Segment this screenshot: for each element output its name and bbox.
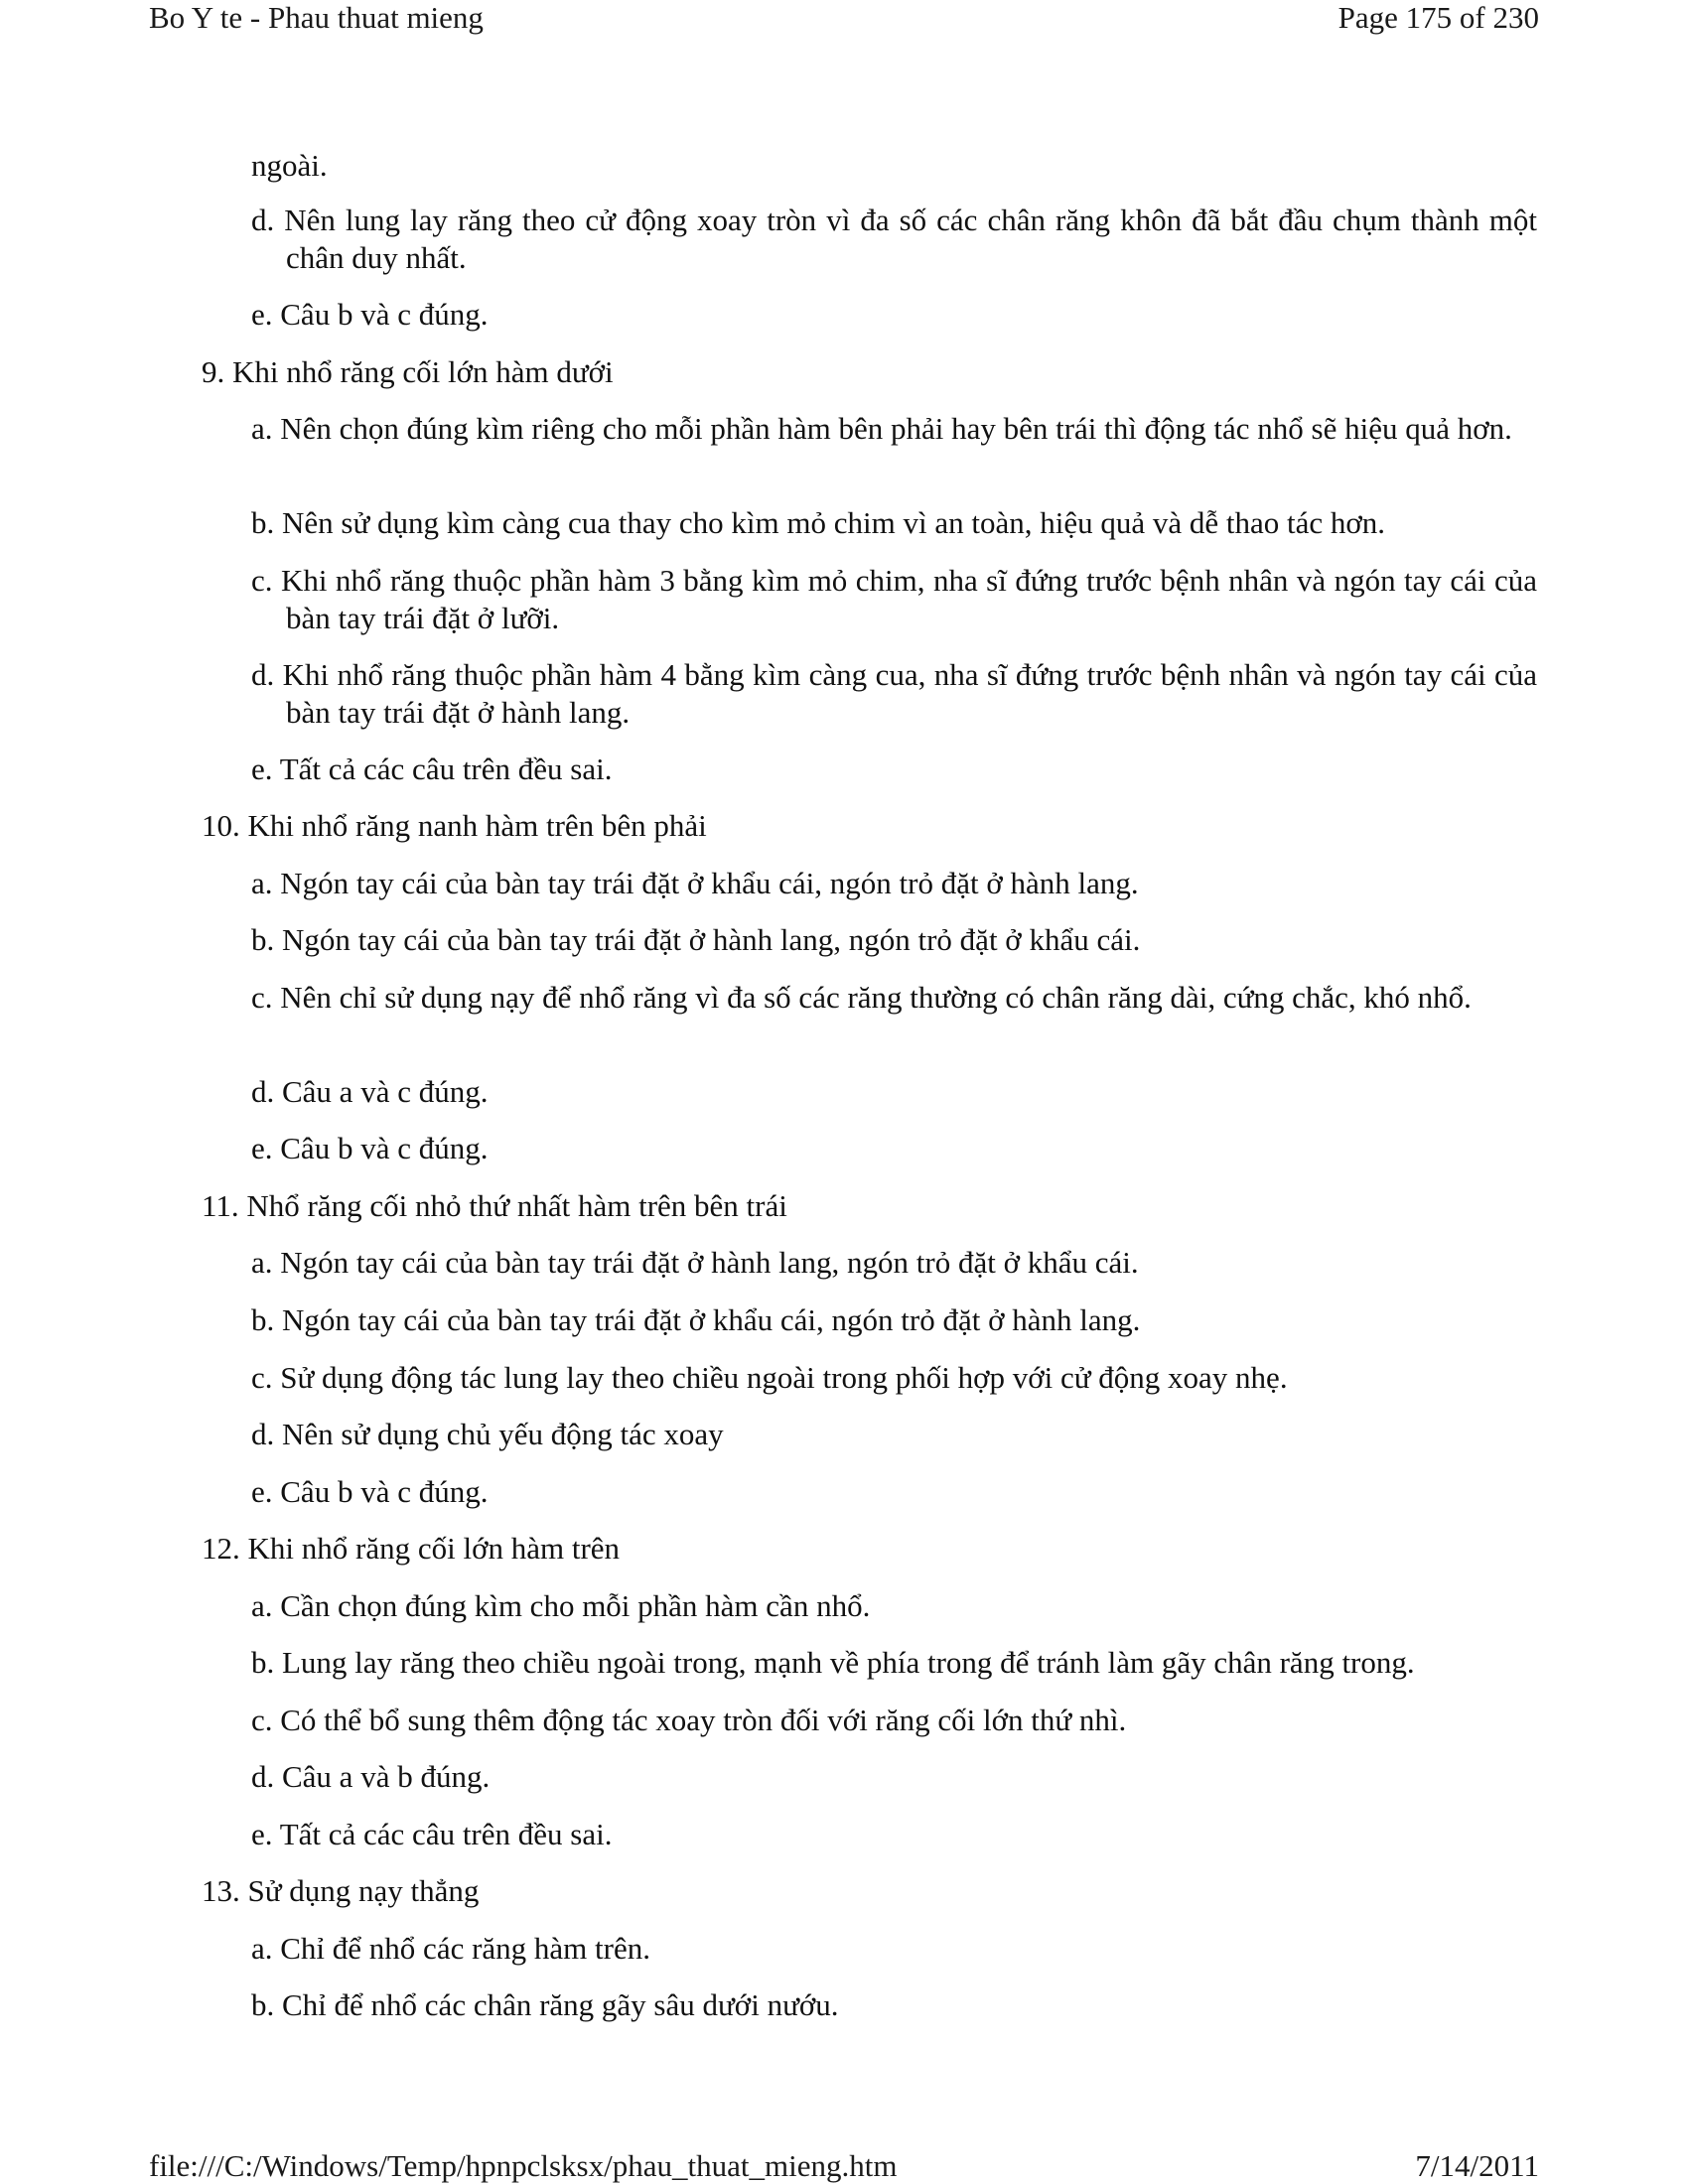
option-item: e. Câu b và c đúng. xyxy=(251,1474,489,1509)
continuation-text: ngoài. xyxy=(251,148,328,183)
file-path: file:///C:/Windows/Temp/hpnpclsksx/phau_thuat_mieng.htm xyxy=(149,2148,898,2183)
document-title: Bo Y te - Phau thuat mieng xyxy=(149,0,484,35)
option-item: c. Nên chỉ sử dụng nạy để nhổ răng vì đa số các răng thường có chân răng dài, cứng chắc, khó nhổ. xyxy=(251,980,1472,1015)
question-title: 12. Khi nhổ răng cối lớn hàm trên xyxy=(202,1531,621,1566)
option-item: a. Cần chọn đúng kìm cho mỗi phần hàm cần nhổ. xyxy=(251,1588,871,1623)
question-title: 9. Khi nhổ răng cối lớn hàm dưới xyxy=(202,354,614,389)
question-title: 11. Nhổ răng cối nhỏ thứ nhất hàm trên bên trái xyxy=(202,1188,787,1223)
option-item: b. Chỉ để nhổ các chân răng gãy sâu dưới nướu. xyxy=(251,1987,839,2022)
option-item: c. Sử dụng động tác lung lay theo chiều ngoài trong phối hợp với cử động xoay nhẹ. xyxy=(251,1360,1288,1395)
option-item: d. Câu a và b đúng. xyxy=(251,1759,491,1794)
option-item: d. Câu a và c đúng. xyxy=(251,1074,489,1109)
option-item: a. Nên chọn đúng kìm riêng cho mỗi phần hàm bên phải hay bên trái thì động tác nhổ sẽ hiệu quả hơn. xyxy=(251,411,1512,446)
option-item: c. Có thể bổ sung thêm động tác xoay tròn đối với răng cối lớn thứ nhì. xyxy=(251,1703,1127,1737)
option-item: a. Ngón tay cái của bàn tay trái đặt ở hành lang, ngón trỏ đặt ở khẩu cái. xyxy=(251,1245,1139,1280)
page-footer xyxy=(149,2148,1539,2184)
option-item: d. Khi nhổ răng thuộc phần hàm 4 bằng kìm càng cua, nha sĩ đứng trước bệnh nhân và ngón tay cái của bàn tay trái đặt ở hành lang. xyxy=(251,657,1537,730)
option-item: e. Câu b và c đúng. xyxy=(251,1131,489,1165)
option-item: e. Tất cả các câu trên đều sai. xyxy=(251,1817,613,1851)
option-item: d. Nên lung lay răng theo cử động xoay tròn vì đa số các chân răng khôn đã bắt đầu chụm thành một chân duy nhất. xyxy=(251,203,1537,275)
print-date: 7/14/2011 xyxy=(1415,2148,1539,2183)
option-item: b. Ngón tay cái của bàn tay trái đặt ở khẩu cái, ngón trỏ đặt ở hành lang. xyxy=(251,1302,1141,1337)
option-item: b. Nên sử dụng kìm càng cua thay cho kìm mỏ chim vì an toàn, hiệu quả và dễ thao tác hơn. xyxy=(251,505,1386,540)
option-item: a. Chỉ để nhổ các răng hàm trên. xyxy=(251,1931,650,1966)
page-number: Page 175 of 230 xyxy=(1337,0,1539,35)
option-item: e. Tất cả các câu trên đều sai. xyxy=(251,751,613,786)
question-title: 10. Khi nhổ răng nanh hàm trên bên phải xyxy=(202,808,707,843)
option-item: d. Nên sử dụng chủ yếu động tác xoay xyxy=(251,1417,724,1451)
option-item: c. Khi nhổ răng thuộc phần hàm 3 bằng kìm mỏ chim, nha sĩ đứng trước bệnh nhân và ngón tay cái của bàn tay trái đặt ở lưỡi. xyxy=(251,563,1537,635)
option-item: b. Ngón tay cái của bàn tay trái đặt ở hành lang, ngón trỏ đặt ở khẩu cái. xyxy=(251,922,1141,957)
option-item: e. Câu b và c đúng. xyxy=(251,297,489,332)
page-header xyxy=(149,0,1539,36)
option-item: b. Lung lay răng theo chiều ngoài trong, mạnh về phía trong để tránh làm gãy chân răng trong. xyxy=(251,1645,1415,1680)
option-item: a. Ngón tay cái của bàn tay trái đặt ở khẩu cái, ngón trỏ đặt ở hành lang. xyxy=(251,866,1139,900)
question-title: 13. Sử dụng nạy thẳng xyxy=(202,1873,480,1908)
